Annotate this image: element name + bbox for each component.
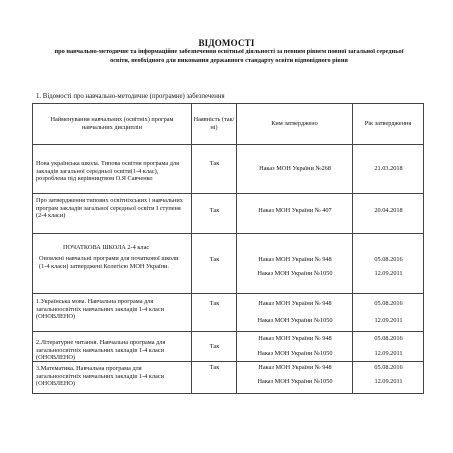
approval-year-value: 05.08.2016 xyxy=(374,300,403,307)
header-availability: Наявність (так/ні) xyxy=(192,104,237,145)
program-name-cell xyxy=(33,234,192,294)
availability-cell xyxy=(192,362,237,394)
approval-year-value: 05.08.2016 xyxy=(374,364,403,371)
approved-by-value: Наказ МОН України № 948 xyxy=(258,335,332,342)
availability-cell xyxy=(192,332,237,362)
approval-year-value: 12.09.2011 xyxy=(374,378,403,385)
approved-by-value: Наказ МОН України № 407 xyxy=(258,207,332,214)
program-name: Нова українська школа. Типова освітня програма для закладів загальної середньої освіти(1-4 клас), розроблена під керівництвом О.Я Савченко xyxy=(36,160,179,183)
header-approval-year: Рік затвердження xyxy=(353,104,424,145)
program-name-cell xyxy=(33,294,192,332)
availability-value: Так xyxy=(209,207,220,214)
approved-by-value: Наказ МОН України №268 xyxy=(259,165,331,172)
approved-by-value: Наказ МОН України № 948 xyxy=(258,300,332,307)
approved-by-cell xyxy=(237,332,353,362)
approval-year-value: 05.08.2016 xyxy=(374,335,403,342)
availability-value: Так xyxy=(209,160,220,167)
subtitle-line-2: освіти, необхідного для виконання державного стандарту освіти відповідного рівня xyxy=(110,56,348,64)
approval-year-cell xyxy=(353,332,424,362)
table-row xyxy=(33,194,424,234)
availability-value: Так xyxy=(209,300,220,307)
curriculum-table xyxy=(32,103,424,394)
approval-year-value: 21.03.2018 xyxy=(374,165,403,172)
approval-year-value: 05.08.2016 xyxy=(374,256,403,263)
approved-by-value: Наказ МОН України №1050 xyxy=(257,317,333,324)
document-subtitle xyxy=(24,48,434,65)
approval-year-value: 12.09.2011 xyxy=(374,317,403,324)
program-name: 1.Українська мова. Навчальна програма для загальноосвітніх навчальних закладів 1-4 класи (ОНОВЛЕНО) xyxy=(36,298,164,321)
approval-year-cell xyxy=(353,234,424,294)
approved-by-cell xyxy=(237,234,353,294)
approved-by-cell xyxy=(237,362,353,394)
header-program-name: Найменування навчальних (освітніх) програм навчальних дисциплін xyxy=(33,104,192,145)
approval-year-cell xyxy=(353,294,424,332)
approval-year-cell xyxy=(353,194,424,234)
group-title: ПОЧАТКОВА ШКОЛА 2-4 клас xyxy=(63,244,150,251)
approval-year-cell xyxy=(353,362,424,394)
subtitle-line-1: про навчально-методичне та інформаційне забезпечення освітньої діяльності за певним рівнем повної загальної середньої xyxy=(54,48,404,55)
availability-value: Так xyxy=(209,364,220,371)
approval-year-cell xyxy=(353,145,424,194)
approved-by-cell xyxy=(237,194,353,234)
program-name-cell xyxy=(33,145,192,194)
section-heading: 1. Відомості про навчально-методичне (програмне) забезпечення xyxy=(36,93,225,100)
availability-cell xyxy=(192,145,237,194)
availability-cell xyxy=(192,294,237,332)
table-row xyxy=(33,145,424,194)
program-name: Про затвердження типових освітніхських і навчальних програм закладів загальної середньої освіти І ступеня (2-4 класи) xyxy=(36,197,183,220)
program-name: 3.Математика. Навчальна програма для загальноосвітніх навчальних закладів 1-4 класи (ОНОВЛЕНО) xyxy=(36,365,164,388)
table-row xyxy=(33,294,424,332)
availability-cell xyxy=(192,194,237,234)
program-name: Оновлені навчальні програми для початкової школи (1-4 класи) затверджені Колегією МОН України. xyxy=(39,255,179,270)
approved-by-value: Наказ МОН України №1050 xyxy=(257,378,333,385)
approved-by-value: Наказ МОН України №1050 xyxy=(257,350,333,357)
availability-value: Так xyxy=(209,343,220,350)
header-approved-by: Ким затверджено xyxy=(237,104,353,145)
program-name-cell xyxy=(33,362,192,394)
availability-value: Так xyxy=(209,256,220,263)
approved-by-value: Наказ МОН України №1050 xyxy=(257,270,333,277)
document-title: ВІДОМОСТІ xyxy=(198,38,255,48)
table-row xyxy=(33,362,424,394)
table-header-row xyxy=(33,104,424,145)
program-name: 2.Літературне читання. Навчальна програма для загальноосвітніх навчальних закладів 1-4 класи (ОНОВЛЕНО) xyxy=(36,339,166,362)
approved-by-cell xyxy=(237,294,353,332)
approved-by-cell xyxy=(237,145,353,194)
approval-year-value: 12.09.2011 xyxy=(374,270,403,277)
program-name-cell xyxy=(33,332,192,362)
availability-cell xyxy=(192,234,237,294)
approval-year-value: 20.04.2018 xyxy=(374,207,403,214)
table-row xyxy=(33,332,424,362)
approved-by-value: Наказ МОН України № 948 xyxy=(258,256,332,263)
approval-year-value: 12.09.2011 xyxy=(374,350,403,357)
program-name-cell xyxy=(33,194,192,234)
table-row xyxy=(33,234,424,294)
approved-by-value: Наказ МОН України № 948 xyxy=(258,364,332,371)
